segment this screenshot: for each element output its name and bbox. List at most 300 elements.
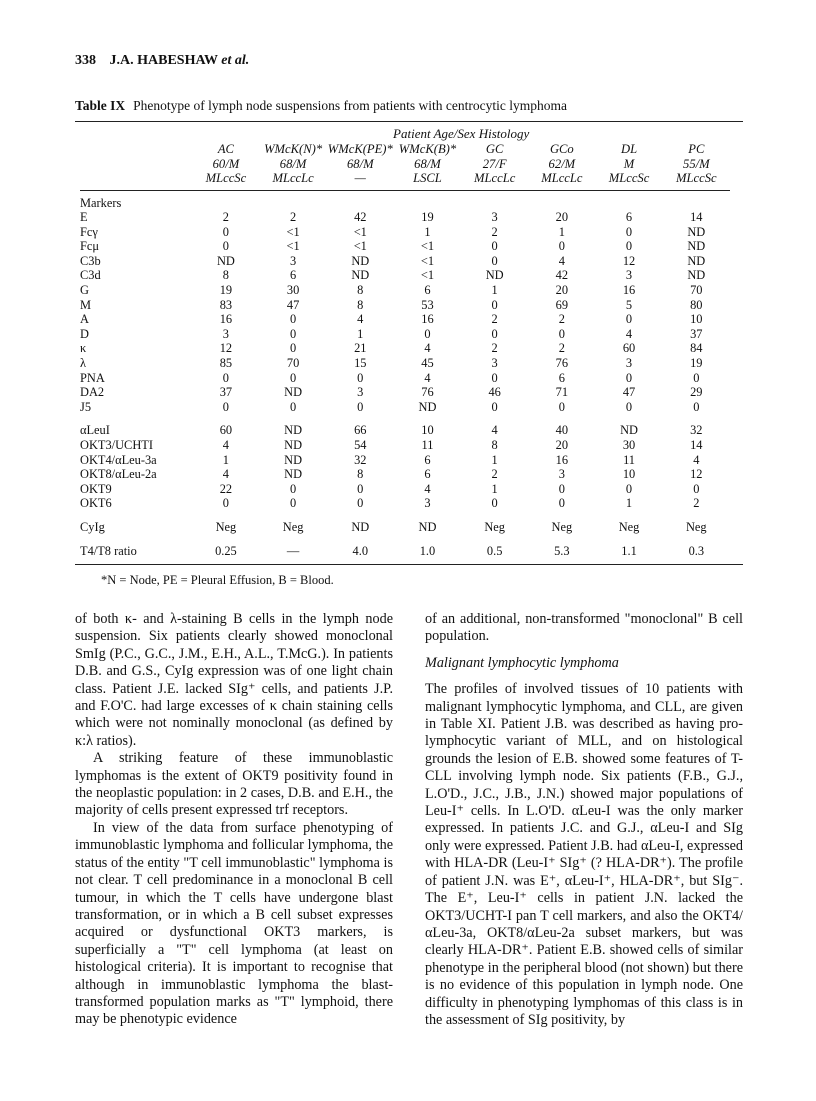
marker-value: ND: [351, 253, 370, 268]
marker-value: <1: [420, 253, 435, 268]
spacer-cell: [80, 414, 192, 423]
marker-value: 0: [222, 370, 229, 385]
marker-value: 10: [690, 312, 703, 327]
marker-value: 0.25: [215, 543, 237, 558]
table-row: [80, 312, 730, 327]
marker-value: 3: [222, 326, 229, 341]
marker-value: 71: [555, 385, 569, 400]
table-row: [80, 400, 730, 415]
marker-value: 16: [219, 312, 233, 327]
marker-value: 37: [690, 326, 703, 341]
header-histology: MLccLc: [541, 171, 583, 185]
header-histology: —: [354, 171, 366, 185]
marker-value: 0: [289, 481, 297, 496]
spacer-cell: [663, 535, 730, 544]
marker-value: ND: [687, 268, 706, 283]
marker-value: 1: [491, 283, 498, 298]
marker-value: 8: [357, 283, 364, 298]
marker-value: <1: [353, 224, 367, 239]
marker-value: 0: [625, 370, 633, 385]
marker-value: 0: [558, 399, 565, 414]
page-number: 338: [75, 53, 96, 68]
table-row: [80, 341, 730, 356]
table-row: [80, 298, 730, 313]
marker-value: ND: [284, 423, 303, 438]
marker-value: ND: [284, 385, 303, 400]
marker-value: 0: [491, 399, 498, 414]
marker-label: αLeuI: [80, 423, 110, 438]
blank-cell: [327, 196, 394, 211]
marker-value: Neg: [484, 519, 505, 534]
marker-value: 0: [357, 370, 364, 385]
header-agesex: M: [623, 156, 635, 171]
marker-value: 3: [491, 356, 498, 371]
spacer-cell: [663, 511, 730, 520]
marker-value: 3: [289, 253, 297, 268]
spacer-cell: [461, 414, 528, 423]
spacer-cell: [528, 511, 595, 520]
marker-value: 0: [558, 326, 565, 341]
left-column: [75, 611, 393, 1029]
spacer-cell: [461, 511, 528, 520]
spacer-cell: [327, 535, 394, 544]
table-label: Table IX: [75, 98, 126, 113]
header-blank: [80, 126, 192, 142]
marker-value: 0: [693, 399, 700, 414]
header-histology: MLccLc: [272, 171, 314, 185]
marker-value: 30: [622, 438, 636, 452]
marker-value: 1: [558, 224, 565, 239]
marker-value: 69: [555, 297, 569, 312]
marker-value: 3: [625, 356, 633, 371]
marker-value: Neg: [282, 519, 304, 534]
table-row: [80, 327, 730, 342]
marker-value: 1.1: [621, 543, 637, 558]
marker-value: 84: [690, 341, 703, 356]
marker-value: <1: [286, 239, 300, 254]
spacer-cell: [260, 414, 327, 423]
marker-value: 1.0: [419, 543, 436, 558]
spacer-row: [80, 535, 730, 544]
marker-value: 14: [690, 438, 703, 452]
spacer-cell: [80, 535, 192, 544]
marker-value: 20: [555, 438, 569, 452]
table-footnote: *N = Node, PE = Pleural Effusion, B = Blood.: [101, 573, 334, 587]
marker-value: 0: [289, 312, 297, 327]
table-row: [80, 438, 730, 453]
marker-value: ND: [351, 268, 370, 283]
marker-label: OKT8/αLeu-2a: [80, 467, 157, 482]
marker-value: ND: [418, 399, 437, 414]
marker-value: Neg: [685, 519, 707, 534]
table-body: [80, 126, 730, 564]
table-row: [80, 254, 730, 269]
table-row: [80, 283, 730, 298]
marker-value: 22: [219, 481, 233, 496]
marker-value: 4: [424, 341, 431, 356]
marker-value: 0: [357, 481, 364, 496]
spacer-cell: [595, 414, 662, 423]
marker-value: <1: [420, 239, 435, 254]
marker-value: 4.0: [352, 543, 369, 558]
left-paragraph-3: In view of the data from surface phenotyping of immunoblastic lymphoma and follicular lymphoma, the status of the entity "T cell immunoblastic" lymphoma is not clear. T cell predominance in a monoclonal B cell tumour, in which the T cells have undergone blast transformation, or in which a B cell subset expresses acquired or dysfunctional OKT3 markers, is superficially a "T" cell lymphoma (at least on histological criteria). It is important to recognise that although in immunoblastic lymphoma the blast-transformed population marks as "T" lymphoid, there may be phenotypic evidence: [75, 819, 393, 1028]
marker-value: 2: [491, 467, 498, 482]
marker-value: <1: [353, 239, 367, 254]
marker-value: 85: [219, 356, 233, 371]
marker-value: 8: [357, 467, 364, 482]
header-patient: WMcK(PE)*: [327, 142, 393, 156]
marker-label: M: [80, 297, 92, 312]
marker-value: 42: [555, 268, 569, 283]
spacer-cell: [327, 511, 394, 520]
marker-value: ND: [351, 519, 370, 534]
marker-value: 16: [622, 283, 636, 298]
blank-cell: [394, 196, 461, 211]
left-paragraph-2: A striking feature of these immunoblastic lymphomas is the extent of OKT9 positivity found in the neoplastic population: in 2 cases, D.B. and E.H., the majority of cells present expressed trf receptors.: [75, 750, 393, 819]
marker-value: 0: [625, 399, 633, 414]
marker-label: G: [80, 283, 89, 298]
marker-value: 19: [690, 356, 703, 371]
markers-heading-row: [80, 196, 730, 211]
marker-value: 0: [357, 399, 364, 414]
marker-value: 1: [491, 452, 498, 467]
marker-value: 6: [625, 210, 633, 225]
spacer-cell: [461, 535, 528, 544]
marker-value: 4: [625, 326, 633, 341]
marker-value: 60: [219, 423, 233, 438]
header-patient: DL: [620, 142, 638, 156]
marker-value: 30: [286, 283, 300, 298]
spacer-cell: [595, 511, 662, 520]
marker-value: 32: [690, 423, 703, 438]
header-patient: PC: [688, 142, 705, 156]
running-header: [75, 53, 249, 69]
marker-value: 20: [555, 283, 569, 298]
marker-value: 0.3: [688, 543, 705, 558]
marker-label: λ: [80, 356, 87, 371]
marker-value: ND: [687, 253, 706, 268]
table-caption: [75, 98, 567, 114]
header-agesex: 27/F: [482, 156, 507, 171]
marker-value: 76: [421, 385, 434, 400]
marker-value: 0: [222, 399, 229, 414]
header-supertitle: Patient Age/Sex Histology: [393, 125, 530, 141]
table-row: [80, 544, 730, 559]
marker-value: ND: [216, 253, 235, 268]
spacer-cell: [394, 414, 461, 423]
marker-value: 5: [625, 297, 633, 312]
header-patient: WMcK(B)*: [398, 142, 457, 156]
header-agesex: 68/M: [414, 156, 441, 171]
marker-value: 6: [424, 452, 431, 467]
spacer-cell: [260, 535, 327, 544]
marker-value: 60: [622, 341, 636, 356]
marker-label: DA2: [80, 385, 105, 400]
marker-value: 1: [222, 452, 229, 467]
header-agesex: 62/M: [548, 156, 576, 171]
marker-value: ND: [687, 224, 706, 239]
phenotype-table: [80, 126, 730, 564]
marker-value: 6: [289, 268, 297, 283]
marker-label: OKT9: [80, 481, 112, 496]
marker-value: 0.5: [486, 543, 503, 558]
left-paragraph-1: of both κ- and λ-staining B cells in the lymph node suspension. Six patients clearly showed monoclonal SmIg (P.C., G.C., J.M., E.H., A.L., T.McG.). In patients D.B. and G.S., CyIg expression was of one light chain class. Patient J.E. lacked SIg⁺ cells, and patients J.P. and F.O'C. had large excesses of κ chain staining cells which were not nominally monoclonal (as defined by κ:λ ratios).: [75, 611, 393, 749]
marker-label: OKT3/UCHTI: [80, 438, 153, 452]
marker-value: 0: [222, 239, 229, 254]
spacer-cell: [394, 511, 461, 520]
marker-value: 2: [693, 496, 700, 511]
running-authors: J.A. HABESHAW: [109, 53, 218, 68]
marker-value: 47: [622, 385, 636, 400]
marker-value: ND: [284, 452, 303, 467]
header-histology-row: [80, 171, 730, 186]
marker-value: 1: [357, 326, 364, 341]
running-etal: et al.: [221, 53, 250, 68]
marker-value: <1: [420, 268, 435, 283]
right-paragraph-2: The profiles of involved tissues of 10 patients with malignant lymphocytic lymphoma, and CLL, are given in Table XI. Patient J.B. was described as having pro-lymphocytic variant of MLL, and on histological grounds the lesion of E.B. showed some features of T-CLL involving lymph node. Six patients (F.B., G.J., L.O'D., J.C., J.B., J.N.) showed major populations of Leu-I⁺ cells. In L.O'D. αLeu-I was the only marker expressed. In patients J.C. and G.J., αLeu-I and SIg only were expressed. Patient J.B. had αLeu-I, expressed with HLA-DR (Leu-I⁺ SIg⁺ (? HLA-DR⁺). The profile of patient J.N. was E⁺, αLeu-I⁺, HLA-DR⁺, but SIg⁻. The E⁺, Leu-I⁺ cells in patient J.N. lacked the OKT3/UCHT-I pan T cell markers, and also the OKT4/αLeu-3a, OKT8/αLeu-2a subset markers, but was clearly HLA-DR⁺. Patient E.B. showed cells of similar phenotype in the peripheral blood (not shown) but there is no evidence of this population in lymph node. One difficulty in phenotyping lymphomas of this class is in the assessment of SIg positivity, by: [425, 681, 743, 1028]
table-row: [80, 482, 730, 497]
marker-label: OKT6: [80, 496, 112, 511]
marker-value: 66: [354, 423, 367, 438]
marker-value: <1: [286, 224, 300, 239]
marker-value: 70: [286, 356, 300, 371]
marker-value: 70: [690, 283, 703, 298]
marker-value: 0: [625, 239, 633, 254]
marker-value: 76: [555, 356, 569, 371]
table-row: [80, 467, 730, 482]
marker-value: 10: [622, 467, 636, 482]
marker-value: 19: [421, 210, 434, 225]
marker-value: 0: [491, 239, 498, 254]
marker-value: 0: [491, 496, 498, 511]
header-histology: LSCL: [413, 171, 442, 185]
table-caption-text: Phenotype of lymph node suspensions from patients with centrocytic lymphoma: [133, 98, 567, 113]
table-row: [80, 239, 730, 254]
marker-value: 54: [354, 438, 367, 452]
marker-value: 12: [622, 253, 636, 268]
marker-value: 2: [222, 210, 229, 225]
marker-value: 15: [354, 356, 367, 371]
marker-value: 0: [289, 370, 297, 385]
marker-value: 6: [424, 283, 431, 298]
marker-value: 2: [491, 312, 498, 327]
marker-value: 20: [555, 210, 569, 225]
marker-value: 5.3: [554, 543, 570, 558]
marker-value: ND: [418, 519, 437, 534]
header-blank: [80, 171, 192, 186]
marker-value: 2: [558, 341, 565, 356]
marker-value: 47: [286, 297, 300, 312]
marker-value: 0: [625, 312, 633, 327]
marker-value: 8: [357, 297, 364, 312]
marker-value: 11: [623, 452, 635, 467]
marker-value: 2: [491, 341, 498, 356]
spacer-cell: [663, 414, 730, 423]
marker-value: 4: [693, 452, 700, 467]
marker-value: 0: [289, 326, 297, 341]
blank-cell: [663, 196, 730, 211]
marker-value: 3: [491, 210, 498, 225]
right-paragraph-1: of an additional, non-transformed "monoclonal" B cell population.: [425, 611, 743, 645]
header-agesex: 68/M: [279, 156, 307, 171]
header-agesex: 55/M: [683, 156, 710, 171]
marker-value: 4: [424, 370, 431, 385]
marker-value: 1: [424, 224, 431, 239]
marker-value: 32: [354, 452, 367, 467]
marker-value: 0: [491, 326, 498, 341]
blank-cell: [192, 196, 259, 211]
spacer-cell: [260, 511, 327, 520]
table-row: [80, 356, 730, 371]
marker-value: 19: [219, 283, 233, 298]
marker-value: 8: [222, 268, 229, 283]
marker-value: 0: [289, 399, 297, 414]
table-row: [80, 385, 730, 400]
marker-value: 2: [491, 224, 498, 239]
marker-value: 4: [424, 481, 431, 496]
marker-value: 2: [558, 312, 565, 327]
spacer-row: [80, 414, 730, 423]
marker-value: 0: [491, 297, 498, 312]
marker-value: 40: [555, 423, 569, 438]
marker-value: 11: [421, 438, 434, 452]
marker-label: D: [80, 326, 89, 341]
spacer-cell: [80, 511, 192, 520]
marker-value: 3: [424, 496, 431, 511]
table-row: [80, 520, 730, 535]
header-patient: GCo: [549, 142, 574, 156]
marker-value: 37: [219, 385, 233, 400]
marker-value: 0: [625, 481, 633, 496]
marker-value: Neg: [215, 519, 237, 534]
table-bottom-rule: [75, 564, 743, 565]
marker-label: PNA: [80, 370, 105, 385]
spacer-cell: [528, 414, 595, 423]
header-agesex: 60/M: [212, 156, 240, 171]
markers-heading: Markers: [80, 195, 122, 210]
blank-cell: [595, 196, 662, 211]
header-histology: MLccLc: [474, 171, 516, 185]
marker-value: 16: [421, 312, 434, 327]
marker-label: OKT4/αLeu-3a: [80, 452, 157, 467]
marker-value: 16: [555, 452, 569, 467]
spacer-cell: [192, 511, 259, 520]
marker-value: 10: [421, 423, 434, 438]
marker-value: 53: [421, 297, 434, 312]
marker-value: ND: [485, 268, 504, 283]
marker-value: 42: [354, 210, 367, 225]
marker-value: 4: [357, 312, 364, 327]
marker-value: 80: [690, 297, 703, 312]
marker-value: 1: [491, 481, 498, 496]
blank-cell: [461, 196, 528, 211]
table-top-rule: [75, 121, 743, 122]
marker-value: 45: [421, 356, 434, 371]
marker-value: 6: [424, 467, 431, 482]
table-row: [80, 423, 730, 438]
marker-value: —: [286, 543, 300, 558]
marker-value: 0: [491, 253, 498, 268]
spacer-cell: [327, 414, 394, 423]
marker-value: 0: [693, 481, 700, 496]
marker-value: 0: [357, 496, 364, 511]
marker-value: ND: [284, 438, 303, 452]
marker-value: 21: [354, 341, 367, 356]
marker-label: Fcμ: [80, 239, 100, 254]
marker-value: 0: [424, 326, 431, 341]
header-patient: GC: [485, 142, 504, 156]
spacer-cell: [192, 535, 259, 544]
marker-value: 4: [491, 423, 498, 438]
header-blank: [80, 157, 192, 172]
marker-value: 4: [558, 253, 565, 268]
marker-value: 0: [491, 370, 498, 385]
header-supertitle-row: [80, 126, 730, 142]
header-histology: MLccSc: [608, 171, 650, 185]
table-row: [80, 225, 730, 240]
marker-label: C3d: [80, 268, 101, 283]
right-column: [425, 611, 743, 1029]
spacer-row: [80, 511, 730, 520]
table-row: [80, 210, 730, 225]
marker-value: 14: [690, 210, 703, 225]
marker-value: 12: [219, 341, 233, 356]
header-agesex-row: [80, 157, 730, 172]
header-agesex: 68/M: [346, 156, 374, 171]
marker-value: 0: [558, 481, 565, 496]
marker-label: Fcγ: [80, 224, 98, 239]
marker-value: 46: [488, 385, 501, 400]
spacer-cell: [528, 535, 595, 544]
marker-value: 1: [625, 496, 633, 511]
marker-value: 12: [690, 467, 703, 482]
table-row: [80, 268, 730, 283]
header-patient: AC: [217, 142, 234, 156]
marker-value: 0: [558, 496, 565, 511]
marker-value: 0: [289, 496, 297, 511]
marker-value: 3: [625, 268, 633, 283]
marker-label: T4/T8 ratio: [80, 543, 137, 558]
blank-cell: [528, 196, 595, 211]
marker-value: 83: [219, 297, 233, 312]
blank-cell: [260, 196, 327, 211]
marker-value: 6: [558, 370, 565, 385]
marker-value: 3: [357, 385, 364, 400]
marker-value: ND: [620, 423, 638, 438]
marker-value: 8: [491, 438, 498, 452]
marker-label: C3b: [80, 253, 101, 268]
section-subheading: Malignant lymphocytic lymphoma: [425, 654, 619, 671]
marker-value: Neg: [551, 519, 573, 534]
marker-value: 4: [222, 467, 229, 482]
spacer-cell: [192, 414, 259, 423]
header-histology: MLccSc: [205, 171, 247, 185]
marker-label: E: [80, 210, 88, 225]
marker-value: 29: [690, 385, 703, 400]
marker-value: 2: [289, 210, 297, 225]
marker-value: 0: [289, 341, 297, 356]
spacer-cell: [394, 535, 461, 544]
marker-value: Neg: [618, 519, 640, 534]
marker-label: CyIg: [80, 519, 105, 534]
marker-value: ND: [284, 467, 303, 482]
header-patient: WMcK(N)*: [264, 142, 323, 156]
marker-value: 0: [625, 224, 633, 239]
header-patient-row: [80, 142, 730, 157]
marker-value: 0: [693, 370, 700, 385]
marker-label: J5: [80, 399, 92, 414]
marker-value: 0: [558, 239, 565, 254]
